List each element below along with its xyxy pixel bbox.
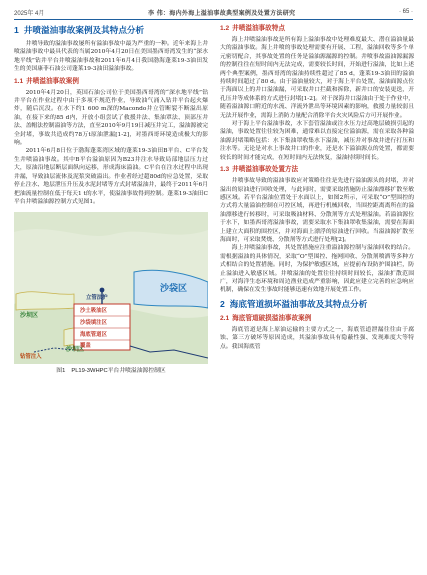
section-number: 2 [220,298,225,309]
label-sand-bar: 沙坝区 [20,313,39,320]
left-column [14,24,208,376]
intro-paragraph: 井喷导致的溢油事故屡所有溢油事故中最为严重的一种。近年来海上井喷溢油事故中最具代表的当属2010年4月20日在美国墨西哥湾发生的“深水地平线”钻井平台井喷溢油事故和2011年6月4日我国渤海蓬莱19-3油田发生的美国康菲石油公司蓬莱19-3油田溢油事故。 [14,41,208,73]
section-title: 海底管道损坏溢油事故及其特点分析 [229,298,368,309]
paragraph: 2011年6月8日位于渤海蓬莱湾区域的蓬莱19-3油田B平台、C平台发生井喷溢油事故。其中B平台溢油原因为B23井注水导致局部地层压力过大，原油沿地层断层面纵向运移，形成海床溢油。C平台在注水过程中出现井漏，导致油层流体及泥浆突破溢出。作业者经过超80d的应急处置，采取停止注水、地层泄压升压及水泥封堵等方式封堵溢油井，最终于2011年6月把油流量控制在低于每天1 t的水平，使溢油事故得到控制。蓬莱19-3油田C平台井喷溢油源控制方式见图1。 [14,148,208,205]
wellhead-marker [100,288,105,293]
label-sand-bar: 沙坝区 [66,347,85,354]
section-number: 1 [14,25,19,35]
paragraph: 海上井喷溢油事故是所有海上溢油事故中处理难度最大、潜在溢油量最大的溢油事故。海上井喷的事故处理需要有开展、工程，溢油回收等多个单元密切配合，其事故处置的任务是溢油源漏源的控制。井喷事故溢油源漏源的控制往往在短时间内无法完成，需要较长时间，开始进行溢油，比如上述两个典型案例，墨西哥湾的溢油持续性超过了85 d，蓬莱19-3油田的溢油持续时间超过了80 d。由于溢油量较大，对于海上平台处置，溢油面源点位于海面以上的井口溢油漏，可采取井口拦截和拆除，新井口的安装更迭，开孔压井等成体系的方式进行封堵[1-2]。对于深海井口溢油由于处于作业中，随着溢油源口附近的水流、洋流外泄出等环境因素的影响，救援力量较弱且无法开展作业，需海上消防力量配合消除平台火灾风险后方可开展作业。 [220,37,414,119]
label-sand-fill: 沙袋填注区 [80,320,107,327]
subsection-2-1-heading [220,314,414,324]
figure-caption-text: PL19-3WHPC平台井喷溢油源控制区 [71,368,166,375]
running-title: 李 伟：海内外海上溢油事故典型案例及处置方法研究 [148,9,296,17]
sand-bar-zone [16,292,74,310]
label-cover: 覆盖 [80,343,91,350]
paragraph: 2010年4月20日，英国石油公司位于美国墨西哥湾的“深水地平线”钻井平台在作业过程中由于多项不规范作业，导致油气涌入钻井平台起火爆炸，随后沉没。在水下约1 600 m深的Macondo井立管断裂不断溢出原油，在接下来的85 d内，开放小组尝试了救援井法、集油罩法、顶部压井法、盖帽法控制溢油等方法，直至2010年9月19日减压井完工，溢油源被完全封堵，事故共造成约78万t原油泄漏[1-2]，对墨西哥环境造成极大的影响。 [14,89,208,147]
subsection-1-1-heading [14,77,208,87]
figure-number: 图1 [56,368,66,375]
paragraph: 海上井喷溢油事故，其处置措施应注重溢油源控制与溢油回收的结合。需根据溢油的具体情况，采取“O”型围控、拖网回收、分散剂喷洒等多种方式相结合的处置措施。同时，为保护敏感区域，应提前布设防护围油栏，防止溢油进入敏感区域。井喷溢油的处置往往持续时间较长，溢油扩散范围广，对海洋生态环境和周边渔业造成严重影响，因此应建立完善的应急响应机制，确保在发生事故时能够迅速有效地开展处置工作。 [220,245,414,294]
page-number: · 65 · [398,9,413,15]
label-sand-bag-zone: 沙袋区 [160,283,188,294]
paragraph: 海底管道是海上原油运输的主要方式之一，海底管道泄漏往往由于腐蚀、第三方破坏等原因造成，其溢油事故具有隐蔽性强、发现难度大等特点。我国海底管 [220,326,414,350]
paragraph: 井喷事故导致的溢油事故应对策略往往是先进行溢油源头的封堵，并对溢出的原油进行回收处理，与此同时，需要采取措施防止溢油漂移扩散至敏感区域。若平台溢油位置处于水面以上，如图2所示，可采取“O”型围控的方式将大量溢油控制在可控区域，再进行机械回收，当围控距离离所在的溢油漂移进行转移时，可采取吸油材料、分散剂等方式处理溢油。若溢油源位于水下，如墨西哥湾溢油事故，需要采取水下集油罩收集溢油，需要在海面上建立大面积的围控区，并对海面上漂浮的原油进行回收。当溢油源扩散至海面时，可采取焚烧、分散剂等方式进行处理[2]。 [220,178,414,243]
subsection-1-2-heading [220,24,414,34]
label-riser: 立管法护 [86,295,108,302]
running-header [14,6,413,18]
section-1-heading [14,24,208,36]
subsection-number: 2.1 [220,314,230,322]
right-column [220,24,414,351]
header-rule [14,19,413,20]
subsection-title: 海底管道破损溢油事故案例 [232,314,312,322]
figure-1-caption [14,367,208,375]
label-pipeline: 海底管道区 [80,332,107,339]
subsection-1-3-heading [220,165,414,175]
subsection-title: 井喷溢油事故处置方法 [232,166,299,174]
subsection-title: 井喷溢油事故案例 [26,77,79,85]
paragraph: 对于海上平台溢油事故，水下套管溢油或注水压力过高地层破损引起的溢油，事故处置往往较为困难，通常难以直接定位溢油源，需在采取各种溢油源封堵策略包括：水下集油罩收集水下溢油，减压井对事故井进行打压和注水等。无论是对水上事故井口的作业，还是水下溢油源点的处置，都需要较长的时间才能完成，在短时间内无法恢复，溢油持续时间长。 [220,121,414,161]
subsection-title: 井喷溢油事故特点 [232,25,285,32]
subsection-number: 1.3 [220,166,230,174]
section-title: 井喷溢油事故案例及其特点分析 [23,25,145,35]
subsection-number: 1.2 [220,25,230,32]
subsection-number: 1.1 [14,77,24,85]
label-drill-inject: 钻管注入 [20,354,42,361]
label-sand-oil: 沙土吸油区 [80,308,107,315]
section-2-heading [220,298,414,310]
figure-1-map [14,212,208,364]
issue-date: 2025年 4月 [14,10,45,17]
